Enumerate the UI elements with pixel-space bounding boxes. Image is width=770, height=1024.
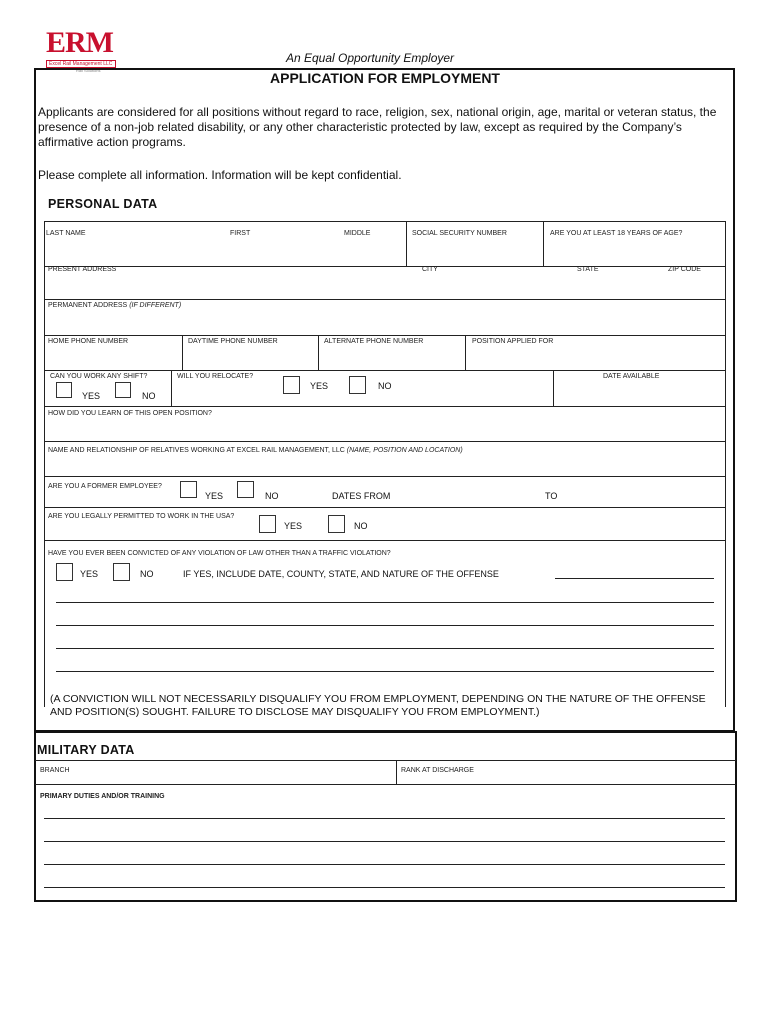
military-outer-frame <box>34 731 737 902</box>
former-no-checkbox[interactable] <box>237 481 254 498</box>
convicted-yes-checkbox[interactable] <box>56 563 73 581</box>
city-label: CITY <box>422 266 438 273</box>
if-yes-instructions: IF YES, INCLUDE DATE, COUNTY, STATE, AND NATURE OF THE OFFENSE <box>183 569 499 579</box>
former-no-label: NO <box>265 491 279 501</box>
convicted-label: HAVE YOU EVER BEEN CONVICTED OF ANY VIOLATION OF LAW OTHER THAN A TRAFFIC VIOLATION? <box>48 550 391 557</box>
legal-no-label: NO <box>354 521 368 531</box>
duties-line-3[interactable] <box>44 864 725 865</box>
dates-to-label: TO <box>545 491 558 501</box>
last-name-label: LAST NAME <box>46 230 86 237</box>
divider <box>182 335 183 370</box>
daytime-phone-label: DAYTIME PHONE NUMBER <box>188 338 278 345</box>
divider <box>543 221 544 266</box>
date-available-label: DATE AVAILABLE <box>603 373 660 380</box>
divider <box>44 370 726 371</box>
shift-yes-label: YES <box>82 391 101 401</box>
convicted-no-label: NO <box>140 569 154 579</box>
primary-duties-label: PRIMARY DUTIES AND/OR TRAINING <box>40 793 165 800</box>
divider <box>44 299 726 300</box>
divider <box>44 335 726 336</box>
zip-label: ZIP CODE <box>668 266 701 273</box>
personal-data-heading: PERSONAL DATA <box>48 197 158 211</box>
duties-line-1[interactable] <box>44 818 725 819</box>
conviction-disclaimer: (A CONVICTION WILL NOT NECESSARILY DISQUALIFY YOU FROM EMPLOYMENT, DEPENDING ON THE NATURE OF THE OFFENSE AND POSITION(S) SOUGHT. FAILURE TO DISCLOSE MAY DISQUALIFY YOU FROM EMPLOYMENT.) <box>50 693 706 718</box>
age-18-label: ARE YOU AT LEAST 18 YEARS OF AGE? <box>550 230 683 237</box>
legally-permitted-label: ARE YOU LEGALLY PERMITTED TO WORK IN THE USA? <box>48 513 235 520</box>
logo-tagline: Rail Solutions <box>76 68 101 73</box>
divider <box>396 760 397 784</box>
dates-from-label: DATES FROM <box>332 491 391 501</box>
permanent-address-label: PERMANENT ADDRESS (IF DIFFERENT) <box>48 302 182 309</box>
military-data-heading: MILITARY DATA <box>37 743 135 757</box>
learn-of-position-label: HOW DID YOU LEARN OF THIS OPEN POSITION? <box>48 410 212 417</box>
divider <box>44 540 726 541</box>
offense-line-3[interactable] <box>56 648 714 649</box>
convicted-yes-label: YES <box>80 569 99 579</box>
shift-yes-checkbox[interactable] <box>56 382 72 398</box>
shift-no-checkbox[interactable] <box>115 382 131 398</box>
shift-no-label: NO <box>142 391 156 401</box>
offense-line-2[interactable] <box>56 625 714 626</box>
home-phone-label: HOME PHONE NUMBER <box>48 338 129 345</box>
alternate-phone-label: ALTERNATE PHONE NUMBER <box>324 338 424 345</box>
divider <box>553 370 554 406</box>
relocate-yes-checkbox[interactable] <box>283 376 300 394</box>
duties-line-2[interactable] <box>44 841 725 842</box>
logo-company-name: Excel Rail Management LLC <box>46 60 116 68</box>
divider <box>35 784 736 785</box>
divider <box>35 760 736 761</box>
divider <box>44 476 726 477</box>
offense-line-4[interactable] <box>56 671 714 672</box>
intro-text: Applicants are considered for all positions without regard to race, religion, sex, national origin, age, marital or veteran status, the presence of a non-job related disability, or any other characteristic protected by law, except as required by the Company’s affirmative action programs. <box>38 105 717 149</box>
relocate-no-checkbox[interactable] <box>349 376 366 394</box>
page-title: APPLICATION FOR EMPLOYMENT <box>270 70 500 86</box>
legal-yes-label: YES <box>284 521 303 531</box>
eoe-statement: An Equal Opportunity Employer <box>285 51 455 65</box>
legal-no-checkbox[interactable] <box>328 515 345 533</box>
first-name-label: FIRST <box>230 230 251 237</box>
divider <box>44 406 726 407</box>
former-yes-label: YES <box>205 491 224 501</box>
legal-yes-checkbox[interactable] <box>259 515 276 533</box>
former-employee-label: ARE YOU A FORMER EMPLOYEE? <box>48 483 162 490</box>
middle-name-label: MIDDLE <box>344 230 371 237</box>
position-applied-label: POSITION APPLIED FOR <box>472 338 554 345</box>
divider <box>465 335 466 370</box>
offense-line-0[interactable] <box>555 578 714 579</box>
divider <box>44 441 726 442</box>
relocate-label: WILL YOU RELOCATE? <box>177 373 254 380</box>
personal-data-table <box>44 221 726 707</box>
divider <box>406 221 407 266</box>
rank-at-discharge-label: RANK AT DISCHARGE <box>401 767 474 774</box>
convicted-no-checkbox[interactable] <box>113 563 130 581</box>
relatives-label: NAME AND RELATIONSHIP OF RELATIVES WORKING AT EXCEL RAIL MANAGEMENT, LLC (NAME, POSITION AND LOCATION) <box>48 447 463 454</box>
present-address-label: PRESENT ADDRESS <box>48 266 117 273</box>
former-yes-checkbox[interactable] <box>180 481 197 498</box>
branch-label: BRANCH <box>40 767 70 774</box>
ssn-label: SOCIAL SECURITY NUMBER <box>412 230 507 237</box>
logo-mark: ERM <box>46 26 113 59</box>
divider <box>44 266 726 267</box>
offense-line-1[interactable] <box>56 602 714 603</box>
divider <box>318 335 319 370</box>
relocate-yes-label: YES <box>310 381 329 391</box>
duties-line-4[interactable] <box>44 887 725 888</box>
relocate-no-label: NO <box>378 381 392 391</box>
divider <box>171 370 172 406</box>
state-label: STATE <box>577 266 599 273</box>
any-shift-label: CAN YOU WORK ANY SHIFT? <box>50 373 148 380</box>
divider <box>44 507 726 508</box>
confidential-note: Please complete all information. Information will be kept confidential. <box>38 168 402 182</box>
